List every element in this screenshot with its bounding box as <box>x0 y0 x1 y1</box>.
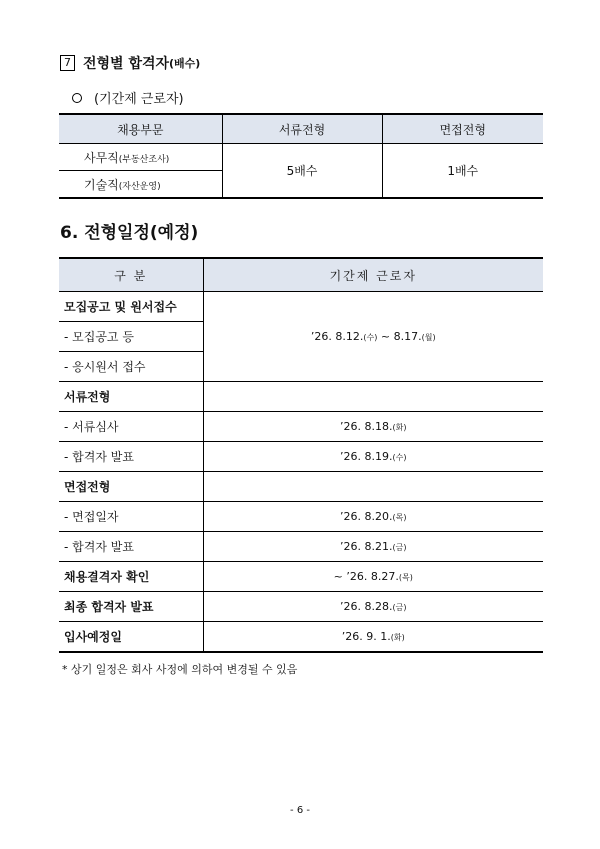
page-number: - 6 - <box>290 805 310 816</box>
header-contract-worker: 기간제 근로자 <box>203 258 543 292</box>
selection-ratio-table <box>59 113 543 199</box>
row-doc-result-label: - 합격자 발표 <box>59 442 203 472</box>
recruit-period: ’26. 8.12.(수) ~ 8.17.(월) <box>203 292 543 382</box>
row-final-result-date: ’26. 8.28.(금) <box>203 592 543 622</box>
section-7-heading <box>60 53 200 73</box>
row-document-label: 서류전형 <box>59 382 203 412</box>
row-doc-review-label: - 서류심사 <box>59 412 203 442</box>
interview-ratio: 1배수 <box>382 144 543 199</box>
section-7-title: 전형별 합격자 <box>83 56 170 72</box>
dept-technical: 기술직(자산운영) <box>59 171 222 199</box>
row-disqualification-date: ~ ’26. 8.27.(목) <box>203 562 543 592</box>
row-recruit-label: 모집공고 및 원서접수 <box>59 292 203 322</box>
row-interview-date: ’26. 8.20.(목) <box>203 502 543 532</box>
schedule-note: * 상기 일정은 회사 사정에 의하여 변경될 수 있음 <box>62 663 298 676</box>
row-notice-label: - 모집공고 등 <box>59 322 203 352</box>
row-final-result-label: 최종 합격자 발표 <box>59 592 203 622</box>
row-interview-result-date: ’26. 8.21.(금) <box>203 532 543 562</box>
section-6-heading: 6. 전형일정(예정) <box>60 223 199 243</box>
row-interview-label: 면접전형 <box>59 472 203 502</box>
row-application-label: - 응시원서 접수 <box>59 352 203 382</box>
document-ratio: 5배수 <box>222 144 382 199</box>
schedule-table <box>59 257 543 653</box>
row-interview-value <box>203 472 543 502</box>
row-start-date: ’26. 9. 1.(화) <box>203 622 543 653</box>
row-document-value <box>203 382 543 412</box>
row-doc-result-date: ’26. 8.19.(수) <box>203 442 543 472</box>
row-doc-review-date: ’26. 8.18.(화) <box>203 412 543 442</box>
header-category: 구 분 <box>59 258 203 292</box>
row-start-date-label: 입사예정일 <box>59 622 203 653</box>
section-number-box: 7 <box>60 55 75 71</box>
circle-bullet-icon <box>72 93 82 103</box>
header-interview: 면접전형 <box>382 114 543 144</box>
section-7-suffix: (배수) <box>169 57 201 70</box>
header-department: 채용부문 <box>59 114 222 144</box>
subheading <box>72 88 184 107</box>
row-disqualification-label: 채용결격자 확인 <box>59 562 203 592</box>
subheading-text: (기간제 근로자) <box>94 92 184 107</box>
dept-office: 사무직(부동산조사) <box>59 144 222 171</box>
row-interview-date-label: - 면접일자 <box>59 502 203 532</box>
header-document-screening: 서류전형 <box>222 114 382 144</box>
row-interview-result-label: - 합격자 발표 <box>59 532 203 562</box>
